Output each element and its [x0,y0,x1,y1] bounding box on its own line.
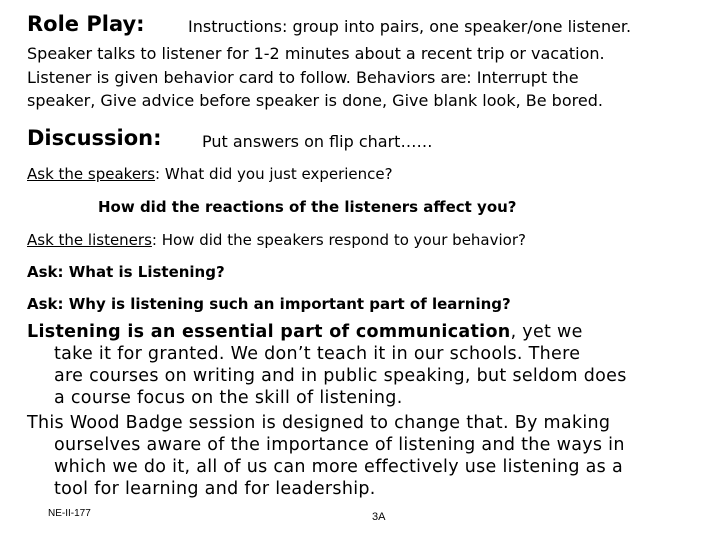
page-number: 3A [372,511,386,523]
role-play-line: Speaker talks to listener for 1-2 minutes about a recent trip or vacation. [27,44,605,63]
role-play-instructions: Instructions: group into pairs, one speaker/one listener. [188,17,632,36]
closing-para-1-line-1 [27,322,583,342]
closing-para-1-line: a course focus on the skill of listening. [54,388,403,408]
discussion-subtext: Put answers on flip chart…… [202,132,433,151]
ask-speakers-question: : What did you just experience? [155,165,393,183]
role-play-line: Listener is given behavior card to follow. Behaviors are: Interrupt the [27,68,579,87]
ask-listeners-line [27,231,526,249]
role-play-line: speaker, Give advice before speaker is done, Give blank look, Be bored. [27,91,603,110]
closing-para-2-line-1: This Wood Badge session is designed to change that. By making [27,413,611,433]
ask-why-listening: Ask: Why is listening such an important part of learning? [27,295,511,313]
footer-code: NE-II-177 [48,508,91,519]
discussion-heading: Discussion: [27,126,162,150]
closing-para-1-line: are courses on writing and in public speaking, but seldom does [54,366,627,386]
ask-speakers-line [27,165,393,183]
ask-what-is-listening: Ask: What is Listening? [27,263,225,281]
ask-speakers-question-2: How did the reactions of the listeners affect you? [98,198,517,216]
ask-listeners-label: Ask the listeners [27,231,152,249]
closing-para-2-line: which we do it, all of us can more effectively use listening as a [54,457,623,477]
closing-para-1-line: take it for granted. We don’t teach it in our schools. There [54,344,581,364]
role-play-heading: Role Play: [27,12,145,36]
ask-listeners-question: : How did the speakers respond to your behavior? [151,231,526,249]
closing-emphasis: Listening is an essential part of communication [27,322,511,342]
closing-para-2-line: tool for learning and for leadership. [54,479,376,499]
closing-rest: , yet we [510,322,583,342]
closing-para-2-line: ourselves aware of the importance of listening and the ways in [54,435,625,455]
ask-speakers-label: Ask the speakers [27,165,156,183]
